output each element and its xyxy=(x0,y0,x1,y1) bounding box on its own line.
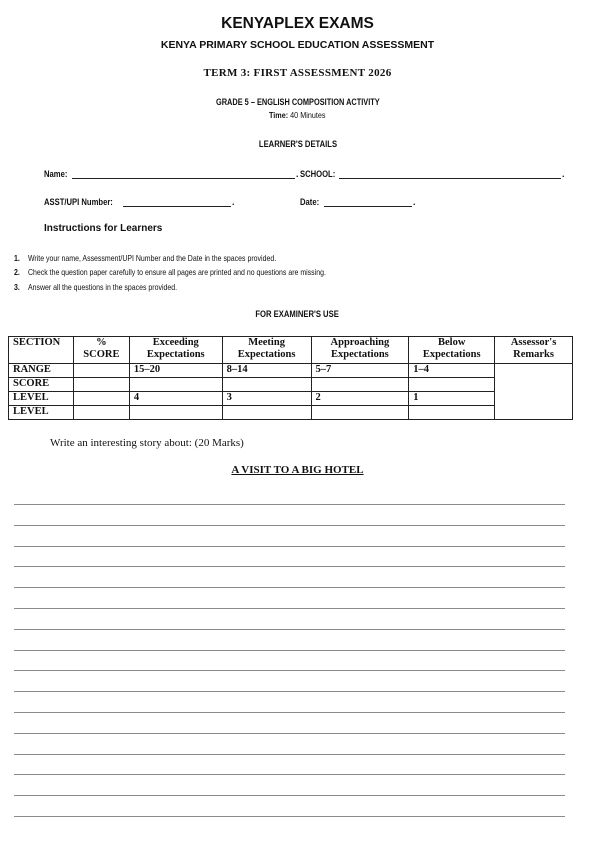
header-meeting: Meeting Expectations xyxy=(222,337,311,364)
asst-upi-field xyxy=(44,197,125,207)
table-cell[interactable] xyxy=(73,392,129,406)
writing-line[interactable] xyxy=(14,774,565,775)
writing-line[interactable] xyxy=(14,629,565,630)
table-cell[interactable] xyxy=(311,378,409,392)
writing-line[interactable] xyxy=(14,816,565,817)
writing-line[interactable] xyxy=(14,587,565,588)
table-cell[interactable] xyxy=(311,406,409,420)
table-cell[interactable] xyxy=(409,406,495,420)
table-cell: 3 xyxy=(222,392,311,406)
table-cell[interactable] xyxy=(73,406,129,420)
table-cell: 8–14 xyxy=(222,364,311,378)
instruction-number: 3. xyxy=(14,282,20,292)
school-end-mark: . xyxy=(562,169,565,179)
examiner-use-text: FOR EXAMINER'S USE xyxy=(255,309,340,319)
name-end-mark: . xyxy=(296,169,299,179)
writing-line[interactable] xyxy=(14,566,565,567)
instruction-item xyxy=(14,282,213,292)
assessment-subtitle: KENYA PRIMARY SCHOOL EDUCATION ASSESSMENT xyxy=(160,39,435,51)
writing-line[interactable] xyxy=(14,691,565,692)
row-label: LEVEL xyxy=(9,406,74,420)
table-cell: 1–4 xyxy=(409,364,495,378)
grade-line xyxy=(0,97,595,107)
writing-line[interactable] xyxy=(14,504,565,505)
organization-title: KENYAPLEX EXAMS xyxy=(221,15,374,32)
header-below: Below Expectations xyxy=(409,337,495,364)
table-cell[interactable] xyxy=(222,378,311,392)
table-row xyxy=(9,406,573,420)
header-score: % SCORE xyxy=(73,337,129,364)
date-end-mark: . xyxy=(413,197,416,207)
instruction-number: 1. xyxy=(14,253,20,263)
table-cell: 15–20 xyxy=(129,364,222,378)
name-input-line[interactable] xyxy=(72,169,295,179)
time-label: Time: xyxy=(269,110,289,120)
instruction-number: 2. xyxy=(14,267,20,277)
term-heading: TERM 3: FIRST ASSESSMENT 2026 xyxy=(203,67,392,79)
date-label: Date: xyxy=(300,197,320,207)
examiner-table xyxy=(8,336,573,420)
table-cell[interactable] xyxy=(129,406,222,420)
date-input-line[interactable] xyxy=(324,197,412,207)
school-input-line[interactable] xyxy=(339,169,561,179)
examiner-use-heading xyxy=(0,309,595,319)
writing-line[interactable] xyxy=(14,525,565,526)
row-label: SCORE xyxy=(9,378,74,392)
table-header-row xyxy=(9,337,573,364)
instruction-text: Check the question paper carefully to ensure all pages are printed and no questions are missing. xyxy=(27,267,326,277)
time-value: 40 Minutes xyxy=(290,110,326,120)
writing-line[interactable] xyxy=(14,650,565,651)
name-field xyxy=(44,169,72,179)
name-label: Name: xyxy=(44,169,68,179)
writing-line[interactable] xyxy=(14,712,565,713)
instruction-text: Write your name, Assessment/UPI Number and the Date in the spaces provided. xyxy=(27,253,277,263)
writing-line[interactable] xyxy=(14,754,565,755)
asst-end-mark: . xyxy=(232,197,235,207)
writing-line[interactable] xyxy=(14,670,565,671)
table-cell: 4 xyxy=(129,392,222,406)
header-approaching: Approaching Expectations xyxy=(311,337,409,364)
table-row xyxy=(9,392,573,406)
school-label: SCHOOL: xyxy=(300,169,336,179)
asst-upi-input-line[interactable] xyxy=(123,197,231,207)
learner-details-heading xyxy=(0,139,595,149)
time-line xyxy=(0,110,595,120)
instruction-text: Answer all the questions in the spaces provided. xyxy=(27,282,178,292)
instruction-item xyxy=(14,267,394,277)
grade-line-text: GRADE 5 – ENGLISH COMPOSITION ACTIVITY xyxy=(215,97,380,107)
table-cell[interactable] xyxy=(73,364,129,378)
table-row xyxy=(9,378,573,392)
writing-line[interactable] xyxy=(14,608,565,609)
header-remarks: Assessor's Remarks xyxy=(495,337,573,364)
asst-upi-label: ASST/UPI Number: xyxy=(44,197,113,207)
table-cell[interactable] xyxy=(129,378,222,392)
table-cell: 1 xyxy=(409,392,495,406)
writing-line[interactable] xyxy=(14,546,565,547)
date-field xyxy=(300,197,323,207)
row-label: RANGE xyxy=(9,364,74,378)
header-exceeding: Exceeding Expectations xyxy=(129,337,222,364)
table-cell[interactable] xyxy=(409,378,495,392)
school-field xyxy=(300,169,342,179)
table-cell: 2 xyxy=(311,392,409,406)
writing-line[interactable] xyxy=(14,733,565,734)
table-cell: 5–7 xyxy=(311,364,409,378)
row-label: LEVEL xyxy=(9,392,74,406)
table-row xyxy=(9,364,573,378)
table-cell[interactable] xyxy=(73,378,129,392)
composition-prompt: Write an interesting story about: (20 Marks) xyxy=(50,437,244,449)
composition-title: A VISIT TO A BIG HOTEL xyxy=(231,464,364,476)
assessor-remarks-cell[interactable] xyxy=(495,364,573,420)
table-cell[interactable] xyxy=(222,406,311,420)
learner-details-text: LEARNER'S DETAILS xyxy=(258,139,337,149)
instruction-item xyxy=(14,253,334,263)
header-section: SECTION xyxy=(9,337,74,364)
instructions-title: Instructions for Learners xyxy=(44,223,163,234)
writing-line[interactable] xyxy=(14,795,565,796)
